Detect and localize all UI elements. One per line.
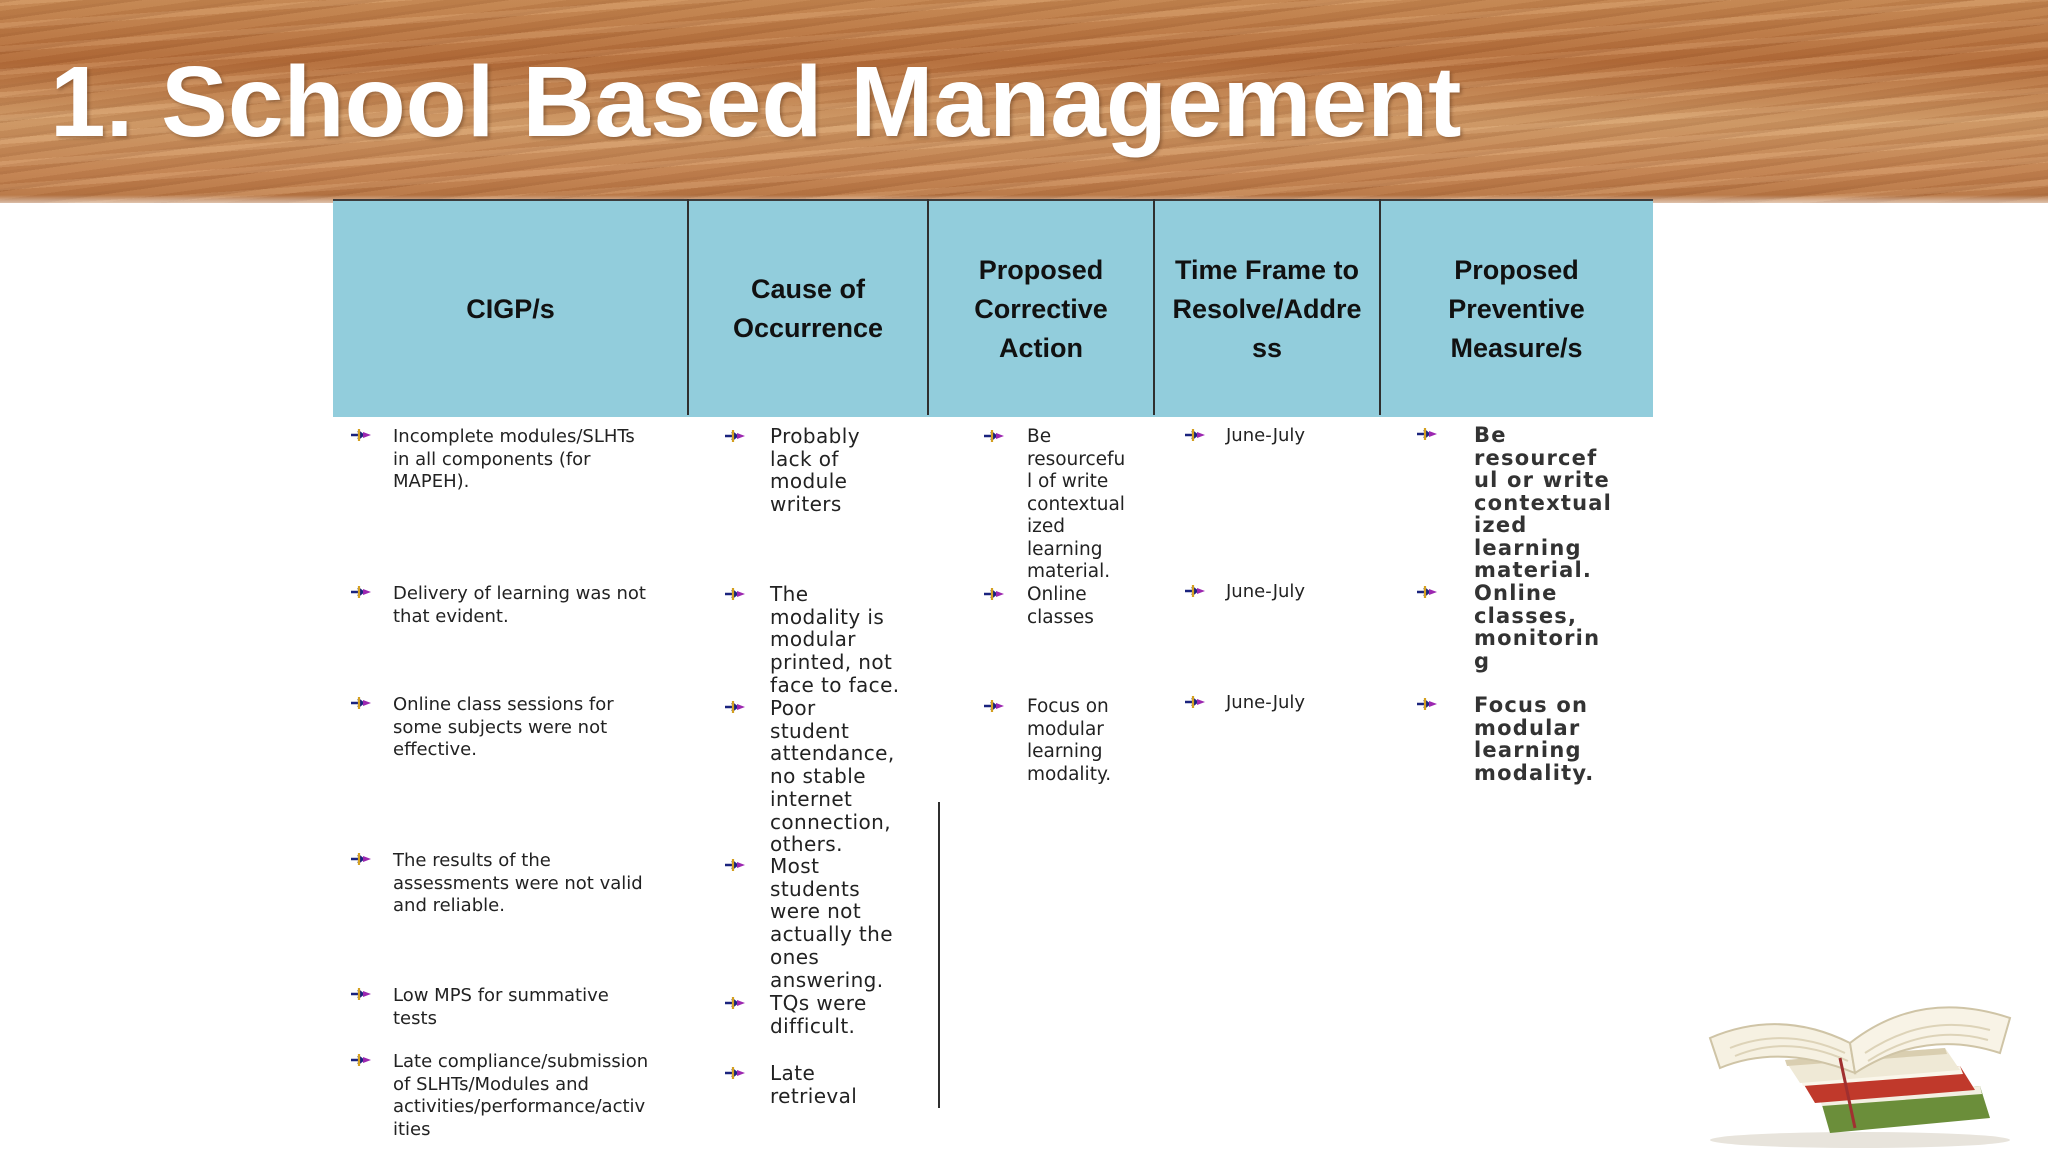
arrow-bullet-icon <box>724 858 746 872</box>
cause-item: Probably lack of module writers <box>770 424 860 517</box>
arrow-bullet-icon <box>1184 584 1206 598</box>
header-corrective-action: Proposed Corrective Action <box>974 254 1108 363</box>
cause-item: The modality is modular printed, not face to face. <box>770 582 900 697</box>
table-header-row <box>333 199 1653 417</box>
column-divider <box>687 199 689 415</box>
arrow-bullet-icon <box>1184 428 1206 442</box>
arrow-bullet-icon <box>983 587 1005 601</box>
corrective-action-item: Online classes <box>1027 584 1094 628</box>
wood-banner <box>0 0 2048 203</box>
arrow-bullet-icon <box>350 852 372 866</box>
time-frame-item: June-July <box>1226 581 1306 602</box>
cigp-item: The results of the assessments were not valid and reliable. <box>393 850 643 916</box>
corrective-action-item: Focus on modular learning modality. <box>1027 696 1112 785</box>
arrow-bullet-icon <box>350 585 372 599</box>
corrective-action-item: Be resourcefu l of write contextual ized learning material. <box>1027 426 1126 582</box>
slide-title: 1. School Based Management <box>50 46 1462 158</box>
header-cigp: CIGP/s <box>466 293 555 324</box>
stacked-books-icon <box>1690 968 2030 1152</box>
arrow-bullet-icon <box>350 428 372 442</box>
arrow-bullet-icon <box>724 1066 746 1080</box>
column-divider <box>1153 199 1155 415</box>
column-divider <box>1379 199 1381 415</box>
arrow-bullet-icon <box>724 700 746 714</box>
arrow-bullet-icon <box>1416 427 1438 441</box>
header-preventive-measures: Proposed Preventive Measure/s <box>1448 254 1585 363</box>
cause-item: Late retrieval <box>770 1061 858 1108</box>
preventive-measure-item: Be resourcef ul or write contextual ized learning material. <box>1474 423 1613 582</box>
arrow-bullet-icon <box>983 429 1005 443</box>
cause-item: Most students were not actually the ones answering. <box>770 854 893 992</box>
cigp-item: Low MPS for summative tests <box>393 985 609 1029</box>
arrow-bullet-icon <box>1416 697 1438 711</box>
cigp-item: Late compliance/submission of SLHTs/Modules and activities/performance/activ ities <box>393 1051 649 1140</box>
arrow-bullet-icon <box>724 587 746 601</box>
arrow-bullet-icon <box>724 429 746 443</box>
cigp-item: Incomplete modules/SLHTs in all components (for MAPEH). <box>393 426 635 492</box>
arrow-bullet-icon <box>350 696 372 710</box>
preventive-measure-item: Focus on modular learning modality. <box>1474 693 1595 785</box>
arrow-bullet-icon <box>983 699 1005 713</box>
arrow-bullet-icon <box>1184 695 1206 709</box>
arrow-bullet-icon <box>1416 585 1438 599</box>
time-frame-item: June-July <box>1226 425 1306 446</box>
cigp-item: Online class sessions for some subjects were not effective. <box>393 694 614 760</box>
cigp-item: Delivery of learning was not that evident. <box>393 583 646 627</box>
preventive-measure-item: Online classes, monitorin g <box>1474 581 1601 673</box>
arrow-bullet-icon <box>350 987 372 1001</box>
time-frame-item: June-July <box>1226 692 1306 713</box>
header-cause: Cause of Occurrence <box>732 274 884 343</box>
header-time-frame: Time Frame to Resolve/Addre ss <box>1172 254 1362 363</box>
arrow-bullet-icon <box>724 996 746 1010</box>
arrow-bullet-icon <box>350 1053 372 1067</box>
column-divider <box>927 199 929 415</box>
cause-item: Poor student attendance, no stable internet connection, others. <box>770 696 895 857</box>
cause-item: TQs were difficult. <box>770 991 867 1038</box>
